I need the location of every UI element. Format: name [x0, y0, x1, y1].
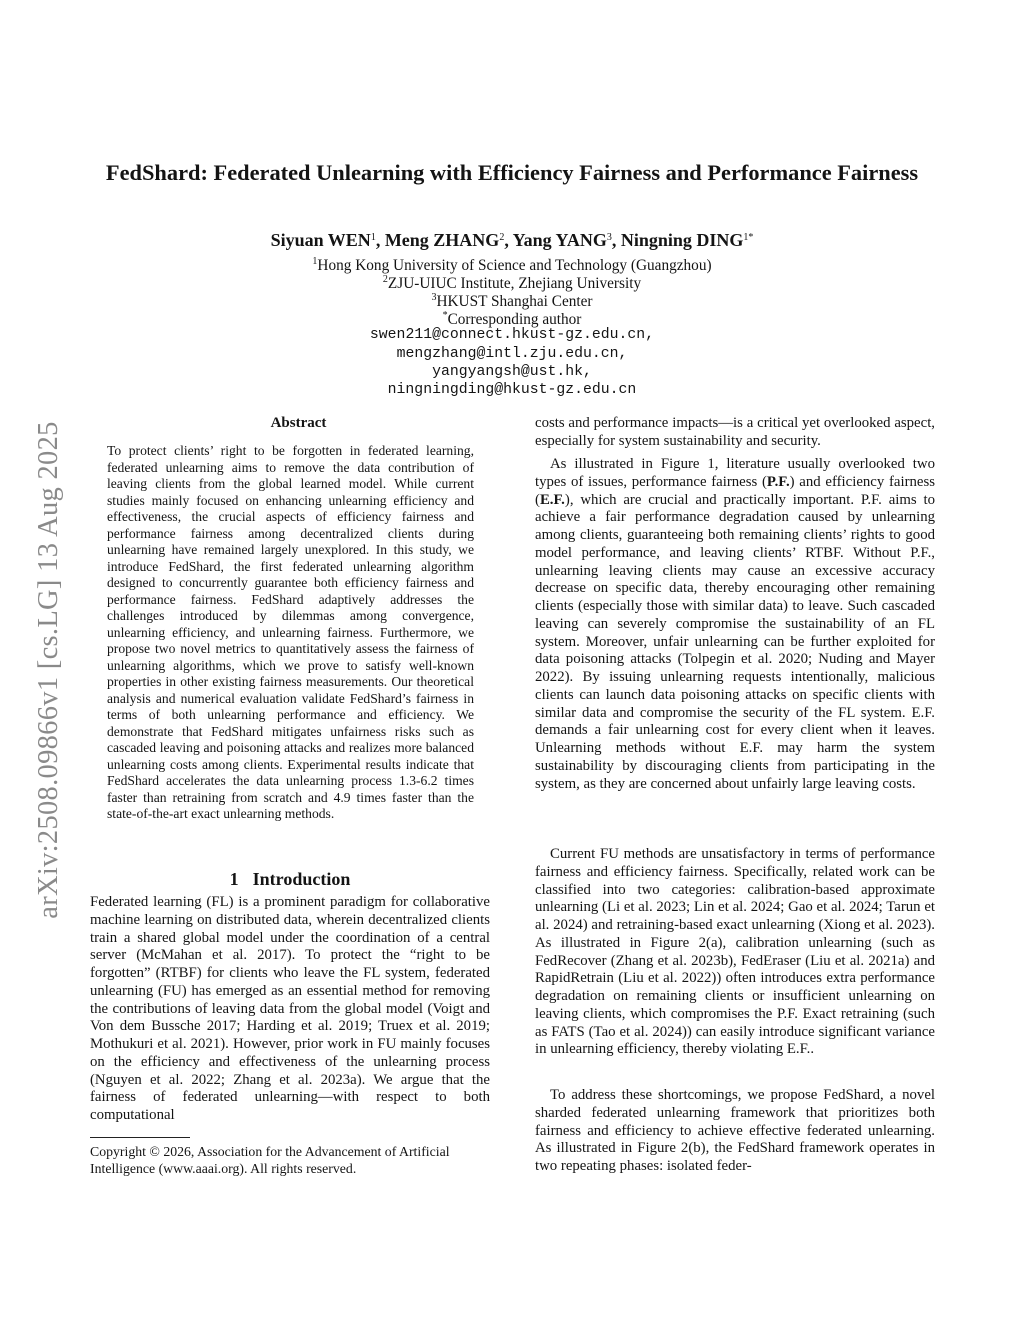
abstract-text: To protect clients’ right to be forgotten in federated learning, federated unlearning aims to remove the data contribution of leaving clients from the global learned model. While current studies mainly focused on enhancing unlearning efficiency and effectiveness, the crucial aspects of efficiency fairness and performance fairness among decentralized clients during unlearning have remained largely unexplored. In this study, we introduce FedShard, the first federated unlearning algorithm designed to concurrently guarantee both efficiency fairness and performance fairness. FedShard adaptively addresses the challenges introduced by dilemmas among convergence, unlearning efficiency, and unlearning fairness. Furthermore, we propose two novel metrics to quantitatively assess the fairness of unlearning algorithms, which we prove to satisfy well-known properties in other existing fairness measurements. Our theoretical analysis and numerical evaluation validate FedShard’s fairness in terms of both unlearning performance and efficiency. We demonstrate that FedShard mitigates unfairness risks such as cascaded leaving and poisoning attacks and realizes more balanced unlearning costs among clients. Experimental results indicate that FedShard accelerates the data unlearning process 1.3-6.2 times faster than retraining from scratch and 4.9 times faster than the state-of-the-art exact unlearning methods. — [107, 443, 474, 821]
author-email[interactable]: ningningding@hkust-gz.edu.cn — [387, 382, 637, 398]
intro-paragraph: Current FU methods are unsatisfactory in terms of performance fairness and efficiency fairness. Specifically, related work can be classified into two categories: calibration-based approximate unlearning (Li et al. 2023; Lin et al. 2024; Gao et al. 2024; Tarun et al. 2024) and retraining-based exact unlearning (Xiong et al. 2023). As illustrated in Figure 2(a), calibration unlearning (such as FedRecover (Zhang et al. 2023b), FedEraser (Liu et al. 2021a) and RapidRetrain (Liu et al. 2022)) often introduces extra performance degradation on remaining clients or insufficient unlearning on leaving clients, which compromises the P.F. Exact retraining (such as FATS (Tao et al. 2024)) can easily introduce significant variance in unlearning efficiency, thereby violating E.F.. — [535, 846, 935, 1058]
author-email[interactable]: mengzhang@intl.zju.edu.cn, — [396, 346, 628, 362]
abstract-heading: Abstract — [270, 415, 327, 431]
text-run: ), which are crucial and practically important. P.F. aims to achieve a fair performance degradation caused by unlearning among clients, guaranteeing both remaining clients’ rights to good model performance, and leaving clients’ RTBF. Without P.F., unlearning leaving clients may cause an excessive accuracy decrease on specific data, thereby encouraging other remaining clients (especially those with similar data) to leave. Such cascaded leaving can severely compromise the sustainability of an FL system. Moreover, unfair unlearning can be further exploited for data poisoning attacks (Tolpegin et al. 2020; Nuding and Mayer 2022). By issuing unlearning requests intentionally, malicious clients can launch data poisoning attacks on specific clients with similar data and compromise the security of the FL system. E.F. demands a fair unlearning cost for every client when it leaves. Unlearning methods without E.F. may harm the system sustainability by discouraging clients from participating in the system, as they are concerned about unfairly large leaving costs. — [535, 491, 935, 792]
author-name: Yang YANG — [512, 230, 607, 250]
section-title: Introduction — [252, 869, 351, 889]
arxiv-identifier: arXiv:2508.09866v1 [cs.LG] 13 Aug 2025 — [33, 421, 64, 919]
copyright-notice: Copyright © 2026, Association for the Advancement of Artificial Intelligence (www.aaai.org). All rights reserved. — [90, 1144, 450, 1176]
intro-paragraph — [535, 456, 935, 793]
affiliation-text: Hong Kong University of Science and Technology (Guangzhou) — [317, 257, 712, 274]
affiliation-text: HKUST Shanghai Center — [436, 293, 593, 310]
section-heading — [90, 869, 490, 890]
affiliation-mark: 1 — [312, 256, 318, 267]
author-list: Siyuan WEN$^1$, Meng ZHANG$^2$, Yang YANG$^3$, Ningning $DING^{1*}$ — [270, 230, 754, 250]
affiliation-text: ZJU-UIUC Institute, Zhejiang University — [387, 275, 642, 292]
intro-paragraph-continued: costs and performance impacts—is a critical yet overlooked aspect, especially for system sustainability and security. — [535, 415, 935, 449]
intro-paragraph: To address these shortcomings, we propose FedShard, a novel sharded federated unlearning framework that prioritizes both fairness and efficiency to achieve effective federated unlearning. As illustrated in Figure 2(b), the FedShard framework operates in two repeating phases: isolated feder- — [535, 1087, 935, 1174]
author-name: Meng ZHANG — [384, 230, 500, 250]
author-mark: 3 — [606, 232, 612, 243]
author-email[interactable]: yangyangsh@ust.hk, — [432, 364, 592, 380]
footnote-rule — [90, 1137, 190, 1138]
text-run: As illustrated in Figure 1, literature usually overlooked two types of issues, performance fairness ( — [535, 456, 935, 490]
author-name: Ningning DING — [620, 230, 744, 250]
affiliation-text: Corresponding author — [447, 311, 582, 328]
ef-abbreviation: E.F. — [539, 491, 565, 508]
author-mark: 1* — [743, 232, 754, 243]
author-email[interactable]: swen211@connect.hkust-gz.edu.cn, — [369, 327, 655, 343]
arxiv-sidebar — [32, 365, 66, 975]
affiliation-mark: * — [442, 310, 448, 321]
affiliation-mark: 2 — [382, 274, 388, 285]
text-run: ) and efficiency fairness ( — [535, 473, 935, 508]
section-number: 1 — [229, 869, 239, 889]
author-mark: 1 — [370, 232, 376, 243]
affiliation-mark: 3 — [431, 292, 437, 303]
author-name: Siyuan WEN — [270, 230, 371, 250]
intro-paragraph: Federated learning (FL) is a prominent paradigm for collaborative machine learning on distributed data, wherein decentralized clients train a shared global model under the coordination of a central server (McMahan et al. 2017). To protect the “right to be forgotten” (RTBF) for clients who leave the FL system, federated unlearning (FU) has emerged as an essential method for removing the contributions of leaving data from the global model (Voigt and Von dem Bussche 2017; Harding et al. 2019; Truex et al. 2019; Mothukuri et al. 2021). However, prior work in FU mainly focuses on the efficiency and effectiveness of the unlearning process (Nguyen et al. 2022; Zhang et al. 2023a). We argue that the fairness of federated unlearning—with respect to both computational — [90, 894, 490, 1123]
author-mark: 2 — [499, 232, 505, 243]
paper-title: FedShard: Federated Unlearning with Efficiency Fairness and Performance Fairness — [105, 160, 919, 185]
pf-abbreviation: P.F. — [766, 473, 790, 490]
